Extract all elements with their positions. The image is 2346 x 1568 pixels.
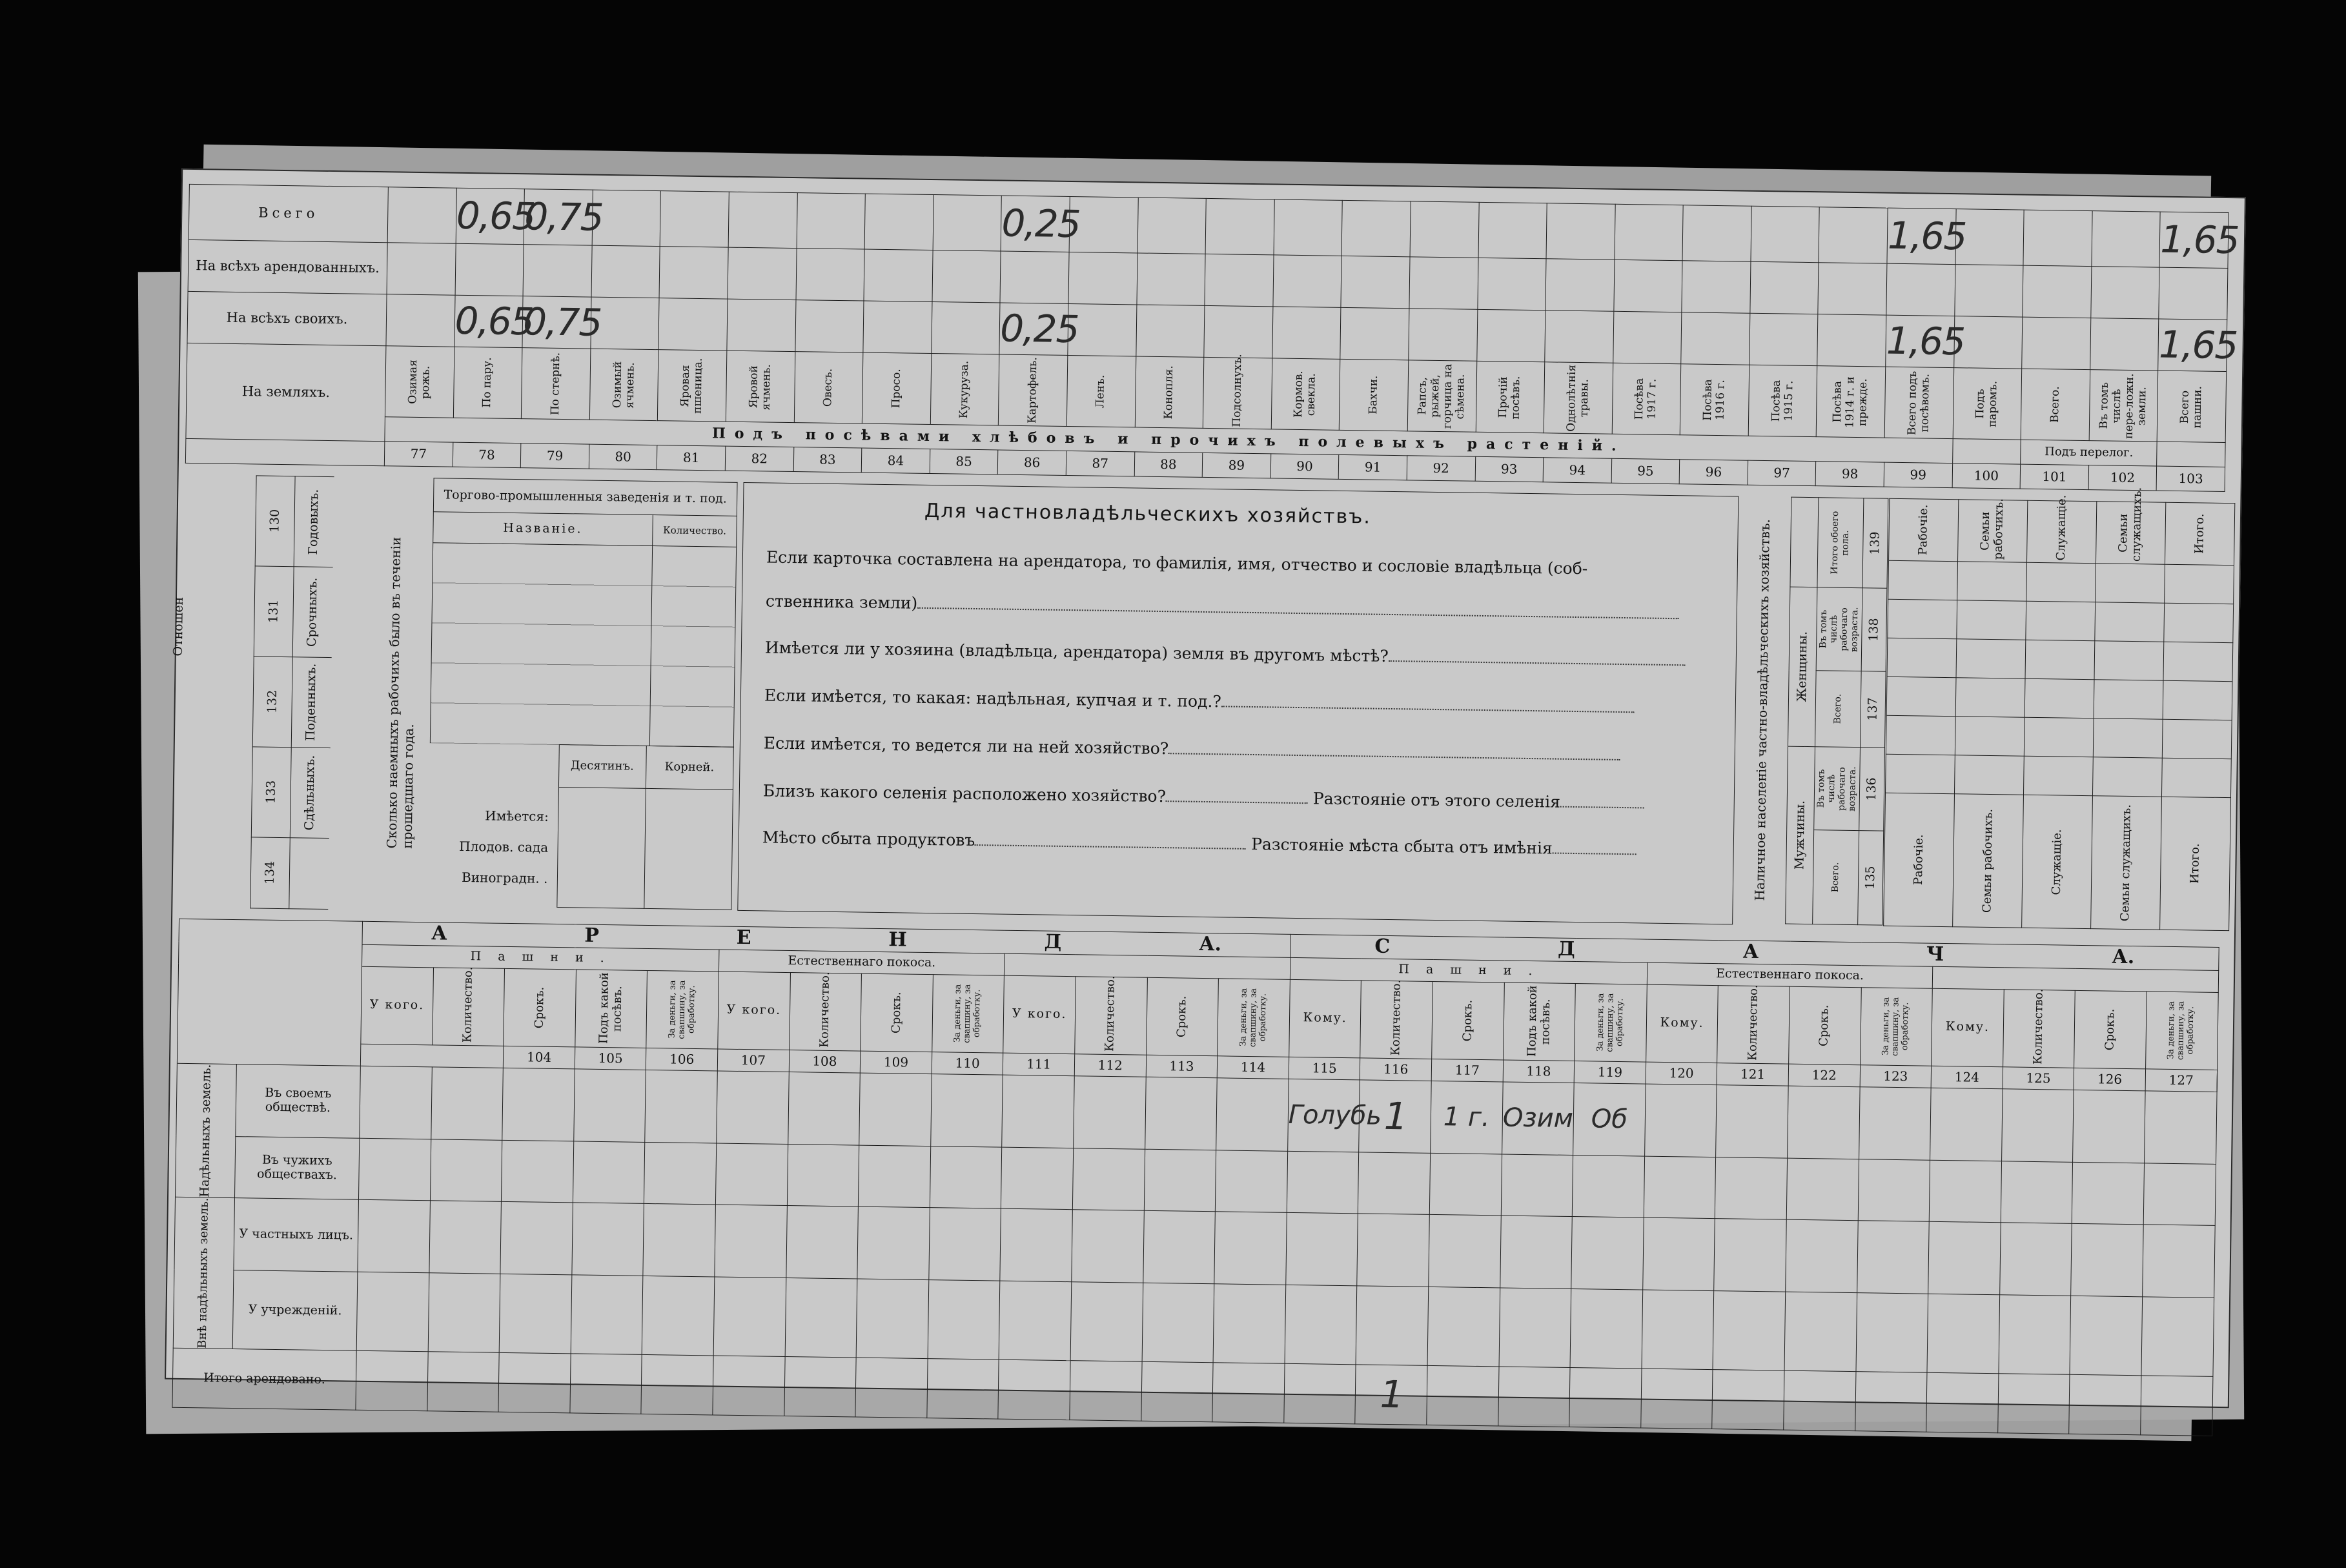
sdacha-col-header: Срокъ. xyxy=(2074,990,2147,1069)
cell-total-99: 1,65 xyxy=(1887,208,1956,264)
hired-types-table xyxy=(250,475,334,910)
otnoshen-label: Отношен xyxy=(170,596,186,657)
hired-type-130: Годовыхъ. xyxy=(294,476,334,567)
category-top-4: Итого. xyxy=(2165,502,2234,565)
arenda-col-header: У кого. xyxy=(1003,975,1076,1054)
pop-num: 139 xyxy=(1862,498,1888,588)
sdacha-col-header: Количество. xyxy=(1360,980,1433,1059)
col-number-123: 123 xyxy=(1860,1064,1932,1088)
category-top-2: Служащiе. xyxy=(2027,500,2097,563)
col-header-85: Кукуруза. xyxy=(930,354,999,425)
q3: Если имѣется, то какая: надѣльная, купчая и т. под.? xyxy=(764,686,1635,717)
sdacha-col-header: Количество. xyxy=(2003,989,2075,1068)
col-header-87: Ленъ. xyxy=(1066,355,1136,427)
chuzhikh-label: Въ чужихъ обществахъ. xyxy=(234,1136,359,1199)
col-number-87: 87 xyxy=(1066,451,1134,476)
cell-own-86: 0,25 xyxy=(999,303,1068,355)
hired-type-134 xyxy=(289,838,329,910)
col-number-89: 89 xyxy=(1202,453,1270,478)
col-number-116: 116 xyxy=(1360,1057,1432,1081)
sdacha-col-header: Количество. xyxy=(1717,985,1790,1064)
trade-name-header: Названiе. xyxy=(433,512,653,546)
cell-total-103: 1,65 xyxy=(2159,212,2229,268)
col-number-81: 81 xyxy=(657,445,726,471)
category-top-3: Семьи служащихъ. xyxy=(2096,502,2165,564)
arenda-col-header: Срокъ. xyxy=(1146,977,1218,1056)
col-number-127: 127 xyxy=(2145,1068,2217,1092)
korney-header: Корней. xyxy=(646,746,733,789)
category-bottom-2: Служащiе. xyxy=(2022,795,2093,928)
col-number-107: 107 xyxy=(717,1048,789,1072)
col-number-106: 106 xyxy=(646,1048,718,1071)
trade-title: Торгово-промышленныя заведенiя и т. под. xyxy=(433,478,737,516)
col-header-81: Яровая пшеница. xyxy=(658,350,727,422)
sdacha-col-header: За деньги, за свапшину, за обработку. xyxy=(2146,991,2218,1070)
hw-srok: 1 г. xyxy=(1443,1102,1491,1133)
sdacha-col-header: Кому. xyxy=(1932,988,2004,1067)
category-bottom-4: Итого. xyxy=(2160,797,2231,930)
cell-own-79: 0,75 xyxy=(522,296,591,349)
arenda-letter: А xyxy=(431,922,447,945)
cell-total-86: 0,25 xyxy=(1001,196,1070,252)
col-number-98: 98 xyxy=(1816,462,1884,487)
imeetsya-label: Имѣется: xyxy=(485,807,549,824)
pop-group: Мужчины. xyxy=(1786,746,1815,924)
crop-table xyxy=(185,184,2239,492)
pop-group: Женщины. xyxy=(1788,587,1817,747)
row-label-total: Всего xyxy=(189,184,388,242)
col-number-83: 83 xyxy=(793,447,862,473)
col-number-86: 86 xyxy=(998,450,1066,475)
sdacha-letter: Ч xyxy=(1926,942,1944,966)
col-number-78: 78 xyxy=(453,442,521,467)
arenda-letter: Е xyxy=(736,926,751,950)
col-number-113: 113 xyxy=(1146,1055,1218,1078)
col-header-92: Рапсъ, рыжей, горчица на сѣмена. xyxy=(1407,360,1476,432)
col-number-108: 108 xyxy=(789,1050,861,1073)
pop-num: 135 xyxy=(1858,831,1884,925)
sdacha-col-header: Кому. xyxy=(1289,979,1362,1058)
sdacha-col-header: За деньги, за свапшину, за обработку. xyxy=(1860,987,1932,1066)
col-number-126: 126 xyxy=(2074,1068,2146,1091)
arenda-col-header: Количество. xyxy=(1075,976,1147,1055)
col-header-102: Въ томъ числѣ пере-ложн. земли. xyxy=(2089,370,2158,442)
col-number-117: 117 xyxy=(1431,1059,1503,1082)
col-header-93: Прочiй посѣвъ. xyxy=(1476,361,1545,433)
col-number-102: 102 xyxy=(2088,465,2157,491)
perelog-group: Подъ перелог. xyxy=(2021,440,2157,466)
q2: Имѣется ли у хозяина (владѣльца, арендатора) земля въ другомъ мѣстѣ? xyxy=(765,638,1686,669)
col-header-77: Озимая рожь. xyxy=(385,346,454,418)
row-label-lands: На земляхъ. xyxy=(186,343,386,441)
col-number-115: 115 xyxy=(1289,1057,1360,1080)
chastnykh-label: У частныхъ лицъ. xyxy=(234,1197,359,1272)
col-number-91: 91 xyxy=(1339,454,1407,480)
q1b: ственника земли) xyxy=(766,591,1680,623)
col-number-114: 114 xyxy=(1217,1055,1289,1079)
col-number-105: 105 xyxy=(575,1046,646,1070)
col-number-124: 124 xyxy=(1931,1066,2003,1089)
hw-komu: Голубь xyxy=(1288,1099,1382,1131)
col-number-90: 90 xyxy=(1270,454,1339,479)
col-header-94: Однолѣтнiя травы. xyxy=(1544,362,1613,434)
lease-table xyxy=(172,919,2219,1436)
col-number-99: 99 xyxy=(1884,462,1952,487)
category-bottom-3: Семьи служащихъ. xyxy=(2091,796,2162,930)
col-number-85: 85 xyxy=(930,449,998,474)
sdacha-letter: С xyxy=(1374,935,1391,959)
private-box xyxy=(737,482,1739,924)
arenda-col-header: Количество. xyxy=(432,967,504,1046)
col-number-104: 104 xyxy=(504,1046,575,1069)
arenda-col-header: Срокъ. xyxy=(504,968,576,1047)
population-table xyxy=(1785,497,1888,926)
category-top-0: Рабочiе. xyxy=(1889,498,1959,561)
cell-total-78: 0,65 xyxy=(456,188,525,244)
sdacha-col-header: Срокъ. xyxy=(1432,981,1504,1060)
hired-type-131: Срочныхъ. xyxy=(292,567,332,658)
cell-own-78: 0,65 xyxy=(454,295,524,347)
itogo-label: Итого арендовано. xyxy=(172,1348,356,1410)
private-title: Для частновладѣльческихъ хозяйствъ. xyxy=(924,499,1372,529)
arenda-pokos: Естественнаго покоса. xyxy=(719,950,1005,975)
sdacha-pokos: Естественнаго покоса. xyxy=(1647,962,1933,988)
col-number-100: 100 xyxy=(1952,463,2021,489)
col-header-101: Всего. xyxy=(2021,369,2090,440)
col-number-82: 82 xyxy=(725,446,793,471)
hired-num-131: 131 xyxy=(254,566,294,657)
col-header-95: Посѣва 1917 г. xyxy=(1612,363,1681,434)
col-header-83: Овесъ. xyxy=(794,352,863,423)
pop-label: Въ томъ числѣ рабочаго возраста. xyxy=(1816,587,1862,671)
population-label: Наличное населенiе частно-владѣльческихъ хозяйствъ. xyxy=(1751,519,1773,901)
hw-kol: 1 xyxy=(1383,1094,1407,1139)
nadel-label: Надѣльныхъ земель. xyxy=(176,1063,237,1197)
arenda-col-header: Подъ какой посѣвъ. xyxy=(575,969,648,1048)
col-number-119: 119 xyxy=(1574,1061,1646,1084)
col-number-97: 97 xyxy=(1748,460,1816,485)
vinograd-label: Виноградн. . xyxy=(461,869,548,886)
cell-total-79: 0,75 xyxy=(524,189,593,245)
col-number-112: 112 xyxy=(1074,1054,1146,1077)
hw-posev: Озим xyxy=(1502,1103,1574,1134)
arenda-col-header: За деньги, за свапшину, за обработку. xyxy=(646,970,719,1049)
arenda-col-header: Количество. xyxy=(789,972,861,1051)
col-header-86: Картофель. xyxy=(999,354,1068,426)
col-header-96: Посѣва 1916 г. xyxy=(1680,364,1749,436)
category-bottom-1: Семьи рабочихъ. xyxy=(1953,794,2024,928)
col-number-95: 95 xyxy=(1611,458,1680,484)
col-header-91: Бахчи. xyxy=(1340,359,1409,431)
hw-itogo: 1 xyxy=(1380,1372,1403,1417)
pop-label: Въ томъ числѣ рабочаго возраста. xyxy=(1814,746,1861,830)
arenda-col-header: За деньги, за свапшину, за обработку. xyxy=(932,974,1005,1053)
col-number-109: 109 xyxy=(860,1051,932,1074)
col-number-92: 92 xyxy=(1407,456,1475,481)
row-label-own: На всѣхъ своихъ. xyxy=(187,291,387,345)
pop-num: 136 xyxy=(1859,747,1885,831)
arenda-letter: Д xyxy=(1044,930,1062,953)
col-header-80: Озимый ячмень. xyxy=(589,349,658,420)
col-number-121: 121 xyxy=(1717,1063,1789,1086)
arenda-letter: А. xyxy=(1198,932,1222,956)
arenda-col-header: Срокъ. xyxy=(861,973,933,1052)
sdacha-letter: А xyxy=(1742,940,1759,963)
col-header-82: Яровой ячмень. xyxy=(726,351,795,422)
svoem-label: Въ своемъ обществѣ. xyxy=(236,1064,361,1138)
sdacha-letter: Д xyxy=(1557,937,1576,961)
col-header-99: Всего подъ посѣвомъ. xyxy=(1884,367,1953,438)
trade-table xyxy=(430,478,738,748)
uchrezh-label: У учрежденiй. xyxy=(232,1270,358,1351)
col-number-111: 111 xyxy=(1003,1053,1075,1076)
hw-za: Об xyxy=(1591,1104,1628,1135)
hired-num-133: 133 xyxy=(251,747,291,838)
col-number-120: 120 xyxy=(1646,1062,1717,1085)
col-header-88: Конопля. xyxy=(1135,356,1204,428)
hired-num-132: 132 xyxy=(252,657,292,748)
col-number-110: 110 xyxy=(932,1052,1003,1075)
arenda-col-header: За деньги, за свапшину, за обработку. xyxy=(1218,978,1290,1057)
hired-num-134: 134 xyxy=(250,837,291,909)
col-header-84: Просо. xyxy=(862,352,931,424)
col-number-94: 94 xyxy=(1543,458,1611,483)
q5: Близъ какого селенiя расположено хозяйство? Разстоянiе отъ этого селенiя xyxy=(763,781,1644,812)
col-header-89: Подсолнухъ. xyxy=(1203,357,1272,429)
col-number-88: 88 xyxy=(1134,452,1203,477)
pop-label: Всего. xyxy=(1815,671,1861,748)
col-header-97: Посѣва 1915 г. xyxy=(1748,365,1817,436)
col-header-78: По пару. xyxy=(453,347,522,418)
arenda-pashni: П а ш н и . xyxy=(362,944,719,972)
col-number-84: 84 xyxy=(861,448,930,473)
q1: Если карточка составлена на арендатора, то фамилiя, имя, отчество и сословiе владѣльца (соб- xyxy=(766,547,1588,578)
col-header-103: Всего пашни. xyxy=(2157,371,2227,442)
sdacha-col-header: Срокъ. xyxy=(1789,986,1861,1065)
pop-label: Всего. xyxy=(1813,830,1859,925)
col-number-103: 103 xyxy=(2157,466,2225,491)
sdacha-col-header: Кому. xyxy=(1646,984,1718,1063)
crops-banner: Подъ посѣвами хлѣбовъ и прочихъ полевыхъ растенiй. xyxy=(385,417,1953,463)
row-label-rented: На всѣхъ арендованныхъ. xyxy=(188,239,387,294)
vne-nadel-label: Внѣ надѣльныхъ земель. xyxy=(173,1197,234,1349)
mid-section xyxy=(172,468,2240,942)
pop-num: 138 xyxy=(1861,587,1887,671)
hired-type-133: Сдѣльныхъ. xyxy=(290,748,330,839)
category-table xyxy=(1883,487,2235,931)
col-number-101: 101 xyxy=(2020,464,2088,489)
sdacha-letter: А. xyxy=(2112,945,2135,969)
sdacha-pashni: П а ш н и . xyxy=(1290,957,1647,984)
pop-num: 137 xyxy=(1860,671,1886,748)
col-header-79: По стернѣ. xyxy=(522,348,591,420)
sdacha-col-header: За деньги, за свапшину, за обработку. xyxy=(1575,983,1647,1062)
col-number-80: 80 xyxy=(589,444,657,469)
col-number-79: 79 xyxy=(521,443,589,469)
col-header-90: Кормов. свекла. xyxy=(1271,358,1340,430)
desyatin-header: Десятинъ. xyxy=(558,745,646,789)
q6: Мѣсто сбыта продуктовъ Разстоянiе мѣста сбыта отъ имѣнiя xyxy=(762,828,1637,859)
category-top-1: Семьи рабочихъ. xyxy=(1958,500,2028,562)
census-card xyxy=(165,168,2246,1417)
hired-type-132: Поденныхъ. xyxy=(291,657,331,748)
cell-own-103: 1,65 xyxy=(2158,319,2227,371)
cell-own-99: 1,65 xyxy=(1886,315,1955,367)
arenda-letter: Р xyxy=(584,924,600,947)
sad-label: Плодов. сада xyxy=(459,838,549,855)
col-number-96: 96 xyxy=(1679,460,1748,485)
col-header-100: Подъ паромъ. xyxy=(1953,368,2022,440)
col-number-125: 125 xyxy=(2003,1066,2074,1090)
arenda-letter: Н xyxy=(888,928,908,952)
col-header-98: Посѣва 1914 г. и прежде. xyxy=(1817,366,1886,438)
arenda-col-header: У кого. xyxy=(718,972,790,1050)
col-number-77: 77 xyxy=(384,442,453,467)
category-bottom-0: Рабочiе. xyxy=(1884,793,1955,926)
sdacha-col-header: Подъ какой посѣвъ. xyxy=(1503,982,1575,1061)
hired-num-130: 130 xyxy=(255,476,295,567)
col-number-118: 118 xyxy=(1503,1059,1575,1083)
hired-workers-label: Сколько наемныхъ рабочихъ было въ теченiи прошедшаго года. xyxy=(383,536,417,849)
orchard-table xyxy=(427,742,733,910)
q4: Если имѣется, то ведется ли на ней хозяйство? xyxy=(764,733,1621,764)
col-number-93: 93 xyxy=(1475,456,1544,482)
arenda-col-header: У кого. xyxy=(361,966,433,1045)
col-number-122: 122 xyxy=(1788,1064,1860,1087)
pop-label: Итого обоего пола. xyxy=(1817,498,1864,588)
trade-qty-header: Количество. xyxy=(653,515,737,547)
